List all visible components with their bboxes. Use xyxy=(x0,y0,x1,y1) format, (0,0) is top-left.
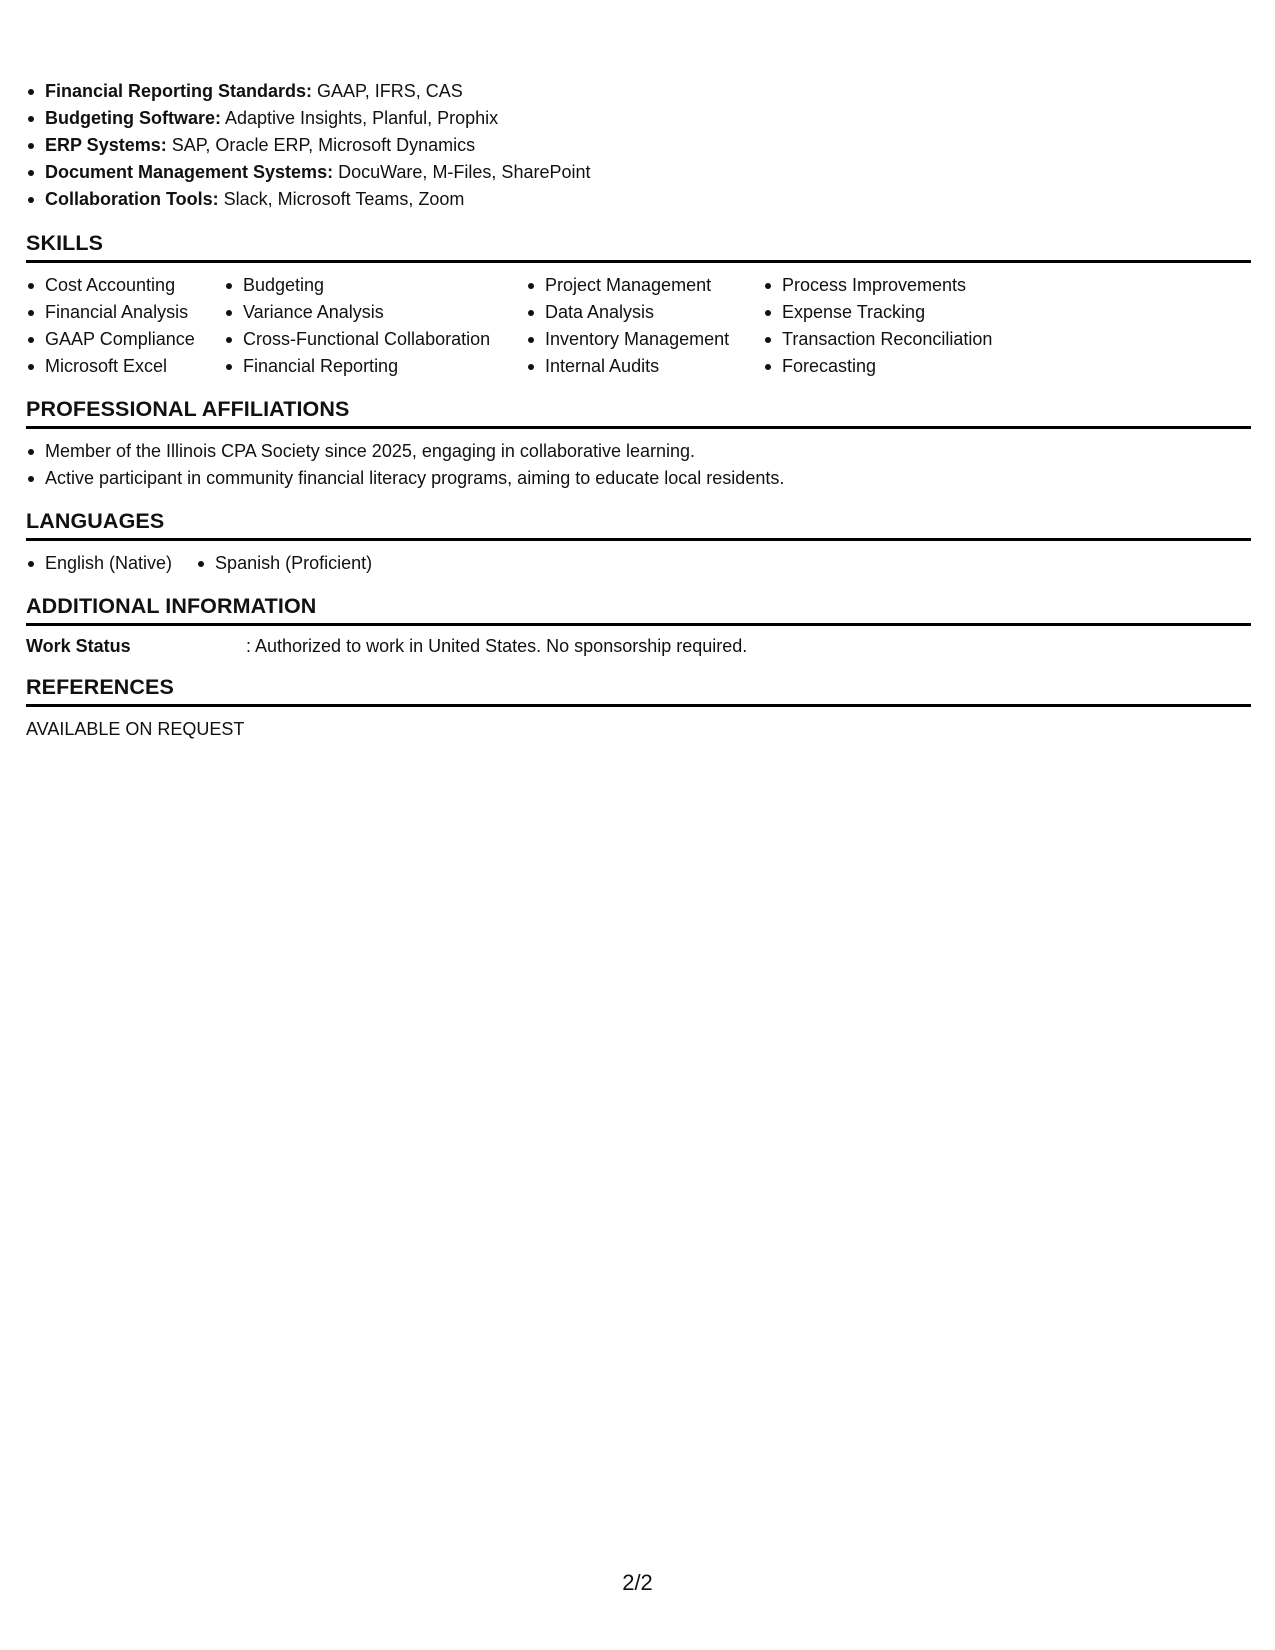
affiliation-item: Active participant in community financial literacy programs, aiming to educate local residents. xyxy=(26,465,1251,492)
tools-list xyxy=(26,78,1251,213)
skill-item: Cross-Functional Collaboration xyxy=(224,326,526,353)
skills-grid xyxy=(26,272,1251,380)
skill-item: Project Management xyxy=(526,272,763,299)
resume-page xyxy=(26,78,1251,741)
skill-item: Expense Tracking xyxy=(763,299,1023,326)
skills-section xyxy=(26,230,1251,380)
tools-item-label: ERP Systems: xyxy=(45,135,167,155)
tools-item-value: GAAP, IFRS, CAS xyxy=(312,81,463,101)
tools-item xyxy=(26,159,1251,186)
skill-item: Financial Analysis xyxy=(26,299,224,326)
page-number: 2/2 xyxy=(622,1570,653,1595)
affiliation-item: Member of the Illinois CPA Society since 2025, engaging in collaborative learning. xyxy=(26,438,1251,465)
skill-item: Variance Analysis xyxy=(224,299,526,326)
skill-item: Internal Audits xyxy=(526,353,763,380)
languages-section xyxy=(26,508,1251,577)
section-title-languages: LANGUAGES xyxy=(26,508,1251,541)
skill-item: Process Improvements xyxy=(763,272,1023,299)
work-status-value: : Authorized to work in United States. No sponsorship required. xyxy=(246,636,748,656)
affiliations-section xyxy=(26,396,1251,492)
tools-item xyxy=(26,186,1251,213)
tools-item xyxy=(26,132,1251,159)
tools-item-value: Slack, Microsoft Teams, Zoom xyxy=(218,189,465,209)
tools-item-label: Collaboration Tools: xyxy=(45,189,219,209)
affiliations-list xyxy=(26,438,1251,492)
tools-item-label: Document Management Systems: xyxy=(45,162,334,182)
languages-list xyxy=(26,550,1251,577)
references-section xyxy=(26,674,1251,741)
skills-column xyxy=(26,272,224,380)
work-status-row xyxy=(26,634,1251,658)
tools-item xyxy=(26,105,1251,132)
tools-item-value: Adaptive Insights, Planful, Prophix xyxy=(221,108,499,128)
skill-item: Microsoft Excel xyxy=(26,353,224,380)
skill-item: Budgeting xyxy=(224,272,526,299)
skill-item: Data Analysis xyxy=(526,299,763,326)
section-title-affiliations: PROFESSIONAL AFFILIATIONS xyxy=(26,396,1251,429)
references-text: AVAILABLE ON REQUEST xyxy=(26,719,245,739)
skills-column xyxy=(763,272,1023,380)
skills-column xyxy=(526,272,763,380)
tools-item-value: SAP, Oracle ERP, Microsoft Dynamics xyxy=(166,135,476,155)
tools-item-value: DocuWare, M-Files, SharePoint xyxy=(333,162,591,182)
language-item: English (Native) xyxy=(26,550,172,577)
work-status-label: Work Status xyxy=(26,636,131,656)
skill-item: Forecasting xyxy=(763,353,1023,380)
section-title-additional-info: ADDITIONAL INFORMATION xyxy=(26,593,1251,626)
section-title-references: REFERENCES xyxy=(26,674,1251,707)
additional-info-section xyxy=(26,593,1251,658)
tools-item-label: Budgeting Software: xyxy=(45,108,221,128)
skills-column xyxy=(224,272,526,380)
skill-item: GAAP Compliance xyxy=(26,326,224,353)
tools-item-label: Financial Reporting Standards: xyxy=(45,81,313,101)
tools-item xyxy=(26,78,1251,105)
skill-item: Transaction Reconciliation xyxy=(763,326,1023,353)
skill-item: Inventory Management xyxy=(526,326,763,353)
skill-item: Cost Accounting xyxy=(26,272,224,299)
skill-item: Financial Reporting xyxy=(224,353,526,380)
language-item: Spanish (Proficient) xyxy=(196,550,372,577)
section-title-skills: SKILLS xyxy=(26,230,1251,263)
